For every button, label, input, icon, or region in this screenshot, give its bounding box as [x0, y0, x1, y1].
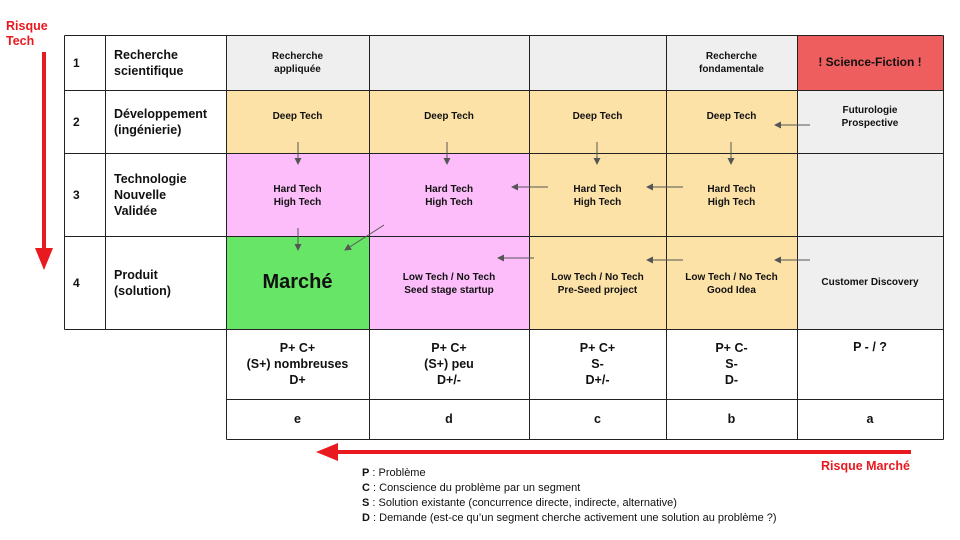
row-label-produit: Produit (solution): [105, 236, 226, 329]
column-letter-c: c: [529, 399, 666, 439]
legend-text-c: : Conscience du problème par un segment: [369, 482, 581, 494]
legend-text-d: : Demande (est-ce qu’un segment cherche activement une solution au problème ?): [369, 512, 777, 524]
pcsd-b: P+ C- S- D-: [666, 329, 797, 399]
cell-r2-d: Deep Tech: [369, 90, 529, 153]
cell-r2-c: Deep Tech: [529, 90, 666, 153]
column-letter-b: b: [666, 399, 797, 439]
legend-text-s: : Solution existante (concurrence directe, indirecte, alternative): [369, 497, 677, 509]
legend-line-d: [362, 511, 777, 526]
row-number-2: 2: [64, 90, 105, 153]
cell-r4-b: Low Tech / No Tech Good Idea: [666, 236, 797, 329]
cell-r1-b: Recherche fondamentale: [666, 35, 797, 90]
cell-r3-d: Hard Tech High Tech: [369, 153, 529, 236]
legend-line-p: [362, 466, 777, 481]
legend-key-p: P: [362, 467, 370, 479]
column-letter-a: a: [797, 399, 943, 439]
connector-arrows: [298, 125, 810, 260]
row-number-3: 3: [64, 153, 105, 236]
row-number-1: 1: [64, 35, 105, 90]
cell-r1-e: Recherche appliquée: [226, 35, 369, 90]
pcsd-a: P - / ?: [797, 329, 943, 399]
cell-r3-c: Hard Tech High Tech: [529, 153, 666, 236]
cell-r3-b: Hard Tech High Tech: [666, 153, 797, 236]
tech-risk-label: Risque Tech: [6, 19, 48, 48]
legend-key-c: C: [362, 482, 370, 494]
legend-text-p: : Problème: [369, 467, 426, 479]
cell-r4-d: Low Tech / No Tech Seed stage startup: [369, 236, 529, 329]
cell-r2-e: Deep Tech: [226, 90, 369, 153]
legend: [362, 466, 777, 526]
legend-line-c: [362, 481, 777, 496]
row-label-technologie: Technologie Nouvelle Validée: [105, 153, 226, 236]
legend-key-d: D: [362, 512, 370, 524]
cell-r3-e: Hard Tech High Tech: [226, 153, 369, 236]
pcsd-e: P+ C+ (S+) nombreuses D+: [226, 329, 369, 399]
row-label-recherche: Recherche scientifique: [105, 35, 226, 90]
pcsd-d: P+ C+ (S+) peu D+/-: [369, 329, 529, 399]
cell-r1-a: ! Science-Fiction !: [797, 35, 943, 90]
column-letter-d: d: [369, 399, 529, 439]
arrow-diagonal-d-to-marche: [345, 225, 384, 250]
row-label-developpement: Développement (ingénierie): [105, 90, 226, 153]
legend-line-s: [362, 496, 777, 511]
cell-r4-e-marche: Marché: [226, 236, 369, 329]
cell-r4-a: Customer Discovery: [797, 236, 943, 329]
grid-lines: [65, 36, 944, 440]
cell-r4-c: Low Tech / No Tech Pre-Seed project: [529, 236, 666, 329]
pcsd-c: P+ C+ S- D+/-: [529, 329, 666, 399]
legend-key-s: S: [362, 497, 370, 509]
column-letter-e: e: [226, 399, 369, 439]
row-number-4: 4: [64, 236, 105, 329]
cell-r2-b: Deep Tech: [666, 90, 797, 153]
market-risk-label: Risque Marché: [821, 459, 910, 473]
tech-risk-arrow: [35, 52, 53, 270]
cell-r2-a: Futurologie Prospective: [797, 90, 943, 153]
